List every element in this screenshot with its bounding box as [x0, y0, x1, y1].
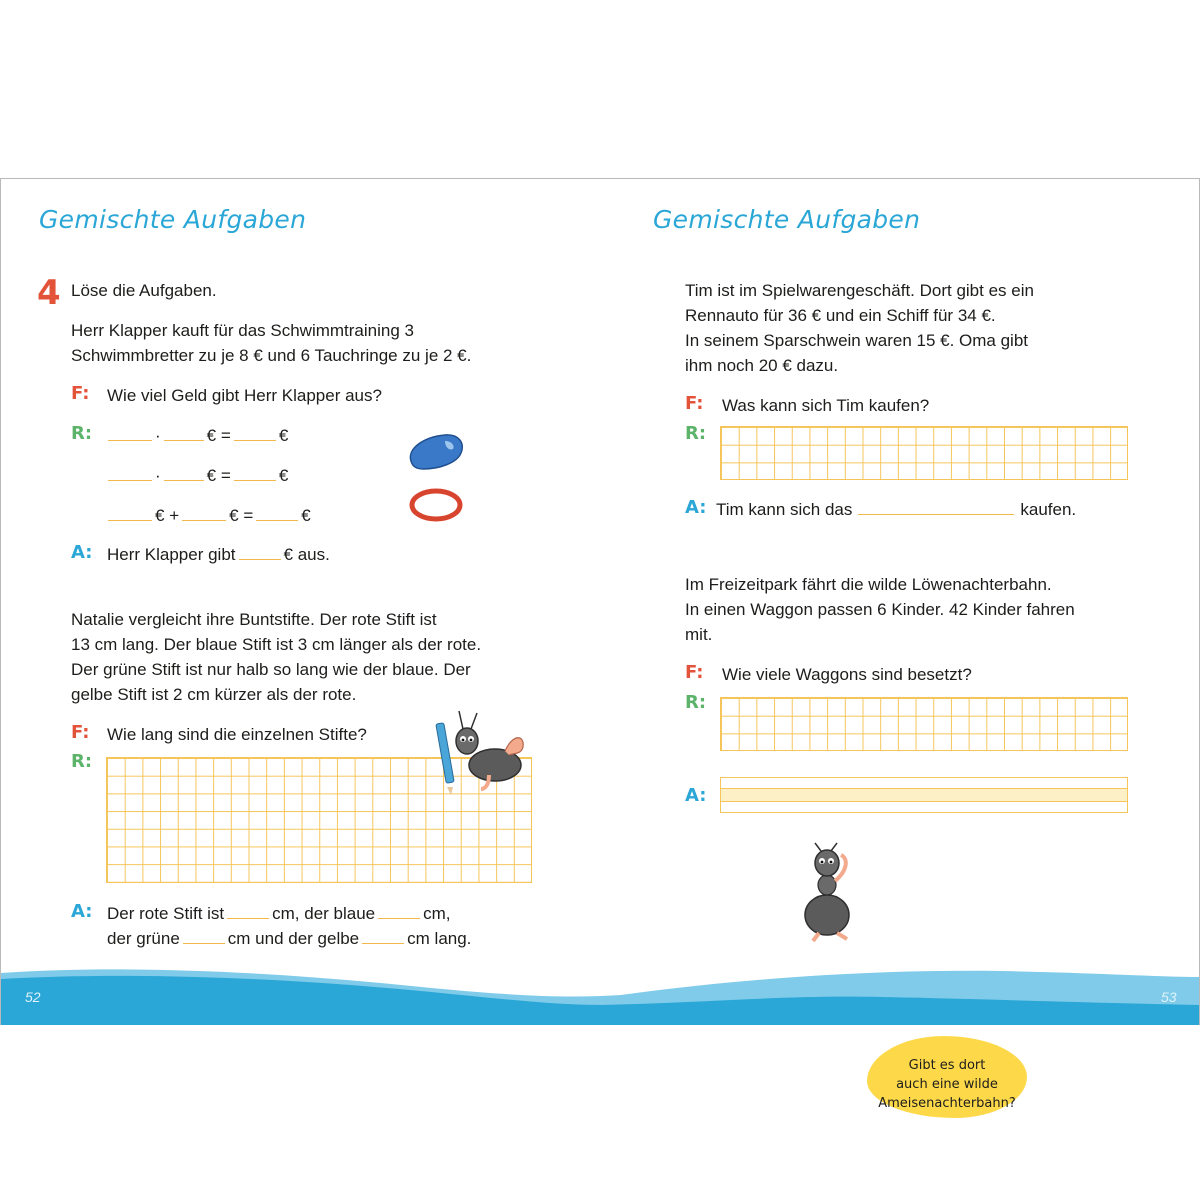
problem3-text-line4: ihm noch 20 € dazu.	[685, 356, 839, 375]
ant-with-pencil-illustration	[433, 703, 533, 795]
calc-row-1: · € = €	[105, 423, 288, 448]
answer-blank[interactable]	[164, 439, 204, 441]
problem4-question: Wie viele Waggons sind besetzt?	[722, 665, 972, 684]
problem1-text-line2: Schwimmbretter zu je 8 € und 6 Tauchringe zu je 2 €.	[71, 346, 472, 365]
book-spread	[0, 178, 1200, 1111]
wave-footer	[1, 965, 1199, 1025]
problem3-a-label: A:	[685, 497, 707, 518]
diving-ring-illustration	[407, 485, 465, 525]
problem3-question: Was kann sich Tim kaufen?	[722, 396, 930, 415]
task-number: 4	[37, 273, 61, 313]
task-instruction: Löse die Aufgaben.	[71, 281, 217, 300]
problem2-r-label: R:	[71, 751, 93, 772]
page-number-right: 53	[1161, 989, 1177, 1005]
answer-blank[interactable]	[108, 479, 152, 481]
answer-blank[interactable]	[183, 942, 225, 944]
answer-blank[interactable]	[858, 513, 1014, 515]
page-number-left: 52	[25, 989, 41, 1005]
left-page-title: Gemischte Aufgaben	[39, 205, 307, 234]
problem3-r-label: R:	[685, 423, 707, 444]
problem3-text-line2: Rennauto für 36 € und ein Schiff für 34 €.	[685, 306, 996, 325]
answer-blank[interactable]	[164, 479, 204, 481]
problem4-a-label: A:	[685, 785, 707, 806]
problem2-f-label: F:	[71, 722, 90, 743]
problem1-answer: Herr Klapper gibt € aus.	[107, 545, 330, 564]
answer-line-box[interactable]	[720, 777, 1128, 813]
problem3-text-line3: In seinem Sparschwein waren 15 €. Oma gibt	[685, 331, 1029, 350]
answer-blank[interactable]	[378, 917, 420, 919]
problem4-text-line1: Im Freizeitpark fährt die wilde Löwenachterbahn.	[685, 575, 1052, 594]
problem1-f-label: F:	[71, 383, 90, 404]
answer-blank[interactable]	[239, 558, 281, 560]
answer-blank[interactable]	[362, 942, 404, 944]
swim-board-illustration	[405, 431, 467, 473]
problem4-text-line2: In einen Waggon passen 6 Kinder. 42 Kinder fahren	[685, 600, 1075, 619]
answer-blank[interactable]	[234, 439, 276, 441]
problem2-question: Wie lang sind die einzelnen Stifte?	[107, 725, 367, 744]
problem2-answer-line1: Der rote Stift ist cm, der blaue cm,	[107, 904, 451, 923]
calculation-grid[interactable]	[720, 426, 1128, 480]
calc-row-3: € + € = €	[105, 503, 311, 528]
problem1-a-label: A:	[71, 542, 93, 563]
right-page-title: Gemischte Aufgaben	[653, 205, 921, 234]
problem1-question: Wie viel Geld gibt Herr Klapper aus?	[107, 386, 382, 405]
speech-line-1: Gibt es dort	[908, 1058, 986, 1073]
answer-blank[interactable]	[227, 917, 269, 919]
speech-line-3: Ameisenachterbahn?	[878, 1096, 1016, 1111]
problem4-r-label: R:	[685, 692, 707, 713]
answer-blank[interactable]	[234, 479, 276, 481]
problem4-text-line3: mit.	[685, 625, 713, 644]
problem1-r-label: R:	[71, 423, 93, 444]
speech-line-2: auch eine wilde	[896, 1077, 998, 1092]
answer-blank[interactable]	[108, 439, 152, 441]
problem3-f-label: F:	[685, 393, 704, 414]
problem2-text-line3: Der grüne Stift ist nur halb so lang wie der blaue. Der	[71, 660, 471, 679]
problem2-answer-line2: der grüne cm und der gelbe cm lang.	[107, 929, 472, 948]
ant-thinking-illustration	[797, 841, 867, 945]
problem1-text-line1: Herr Klapper kauft für das Schwimmtraining 3	[71, 321, 414, 340]
answer-blank[interactable]	[182, 519, 226, 521]
calculation-grid[interactable]	[720, 697, 1128, 751]
answer-blank[interactable]	[108, 519, 152, 521]
problem3-text-line1: Tim ist im Spielwarengeschäft. Dort gibt es ein	[685, 281, 1034, 300]
speech-bubble	[867, 1036, 1027, 1118]
problem2-a-label: A:	[71, 901, 93, 922]
calc-row-2: · € = €	[105, 463, 288, 488]
problem4-f-label: F:	[685, 662, 704, 683]
problem2-text-line4: gelbe Stift ist 2 cm kürzer als der rote.	[71, 685, 357, 704]
problem2-text-line2: 13 cm lang. Der blaue Stift ist 3 cm länger als der rote.	[71, 635, 482, 654]
problem2-text-line1: Natalie vergleicht ihre Buntstifte. Der rote Stift ist	[71, 610, 437, 629]
problem3-answer: Tim kann sich das kaufen.	[716, 500, 1077, 519]
answer-blank[interactable]	[256, 519, 298, 521]
